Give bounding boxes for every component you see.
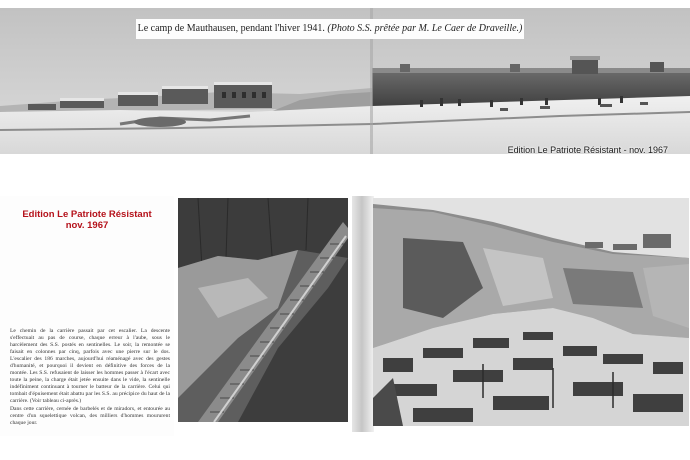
stairs-of-death-photo (178, 198, 348, 422)
winter-camp-panorama-photo (0, 8, 690, 154)
quarry-photo-image (373, 198, 689, 426)
body-paragraph-quarry: Dans cette carrière, cernée de barbelés et de miradors, et entourée au centre d'un squelettique volcan, des milliers d'hommes moururent chaque jour. (10, 406, 170, 426)
book-gutter (352, 196, 374, 432)
panorama-caption (136, 19, 524, 39)
left-text-page (0, 196, 174, 436)
edition-title-line2: nov. 1967 (65, 220, 109, 231)
edition-title-line1: Edition Le Patriote Résistant (22, 209, 152, 220)
panorama-caption-main: Le camp de Mauthausen, pendant l'hiver 1941. (137, 23, 325, 34)
panorama-caption-credit: (Photo S.S. prêtée par M. Le Caer de Draveille.) (327, 23, 523, 34)
panorama-edition-credit: Edition Le Patriote Résistant - nov. 1967 (507, 145, 668, 154)
edition-title (0, 209, 174, 231)
quarry-photo (373, 198, 689, 426)
book-spread (0, 196, 690, 460)
body-paragraph-stairs: Le chemin de la carrière passait par cet escalier. La descente s'effectuait au pas de course, chaque erreur à l'aube, sous le harcèlement des S.S. postés en sentinelles. Le soir, la remontée se faisait en colonnes par cinq, parfois avec une pierre sur le dos. L'escalier des 186 marches, aujourd'hui réaménagé avec des gestes d'humanité, et pourquoi il devient en définitive des forces de la montée. Les S.S. refusaient de laisser les hommes passer à l'écart avec toute la peine, la charge était jetée ensuite dans le vide, la sentinelle indéfiniment continuant à tourner le batteur de la carrière. Celui qui tombait d'épuisement était abattu par les S.S. au précipice du haut de la carrière. (Voir tableau ci-après.) (10, 328, 170, 404)
stairs-photo-image (178, 198, 348, 422)
